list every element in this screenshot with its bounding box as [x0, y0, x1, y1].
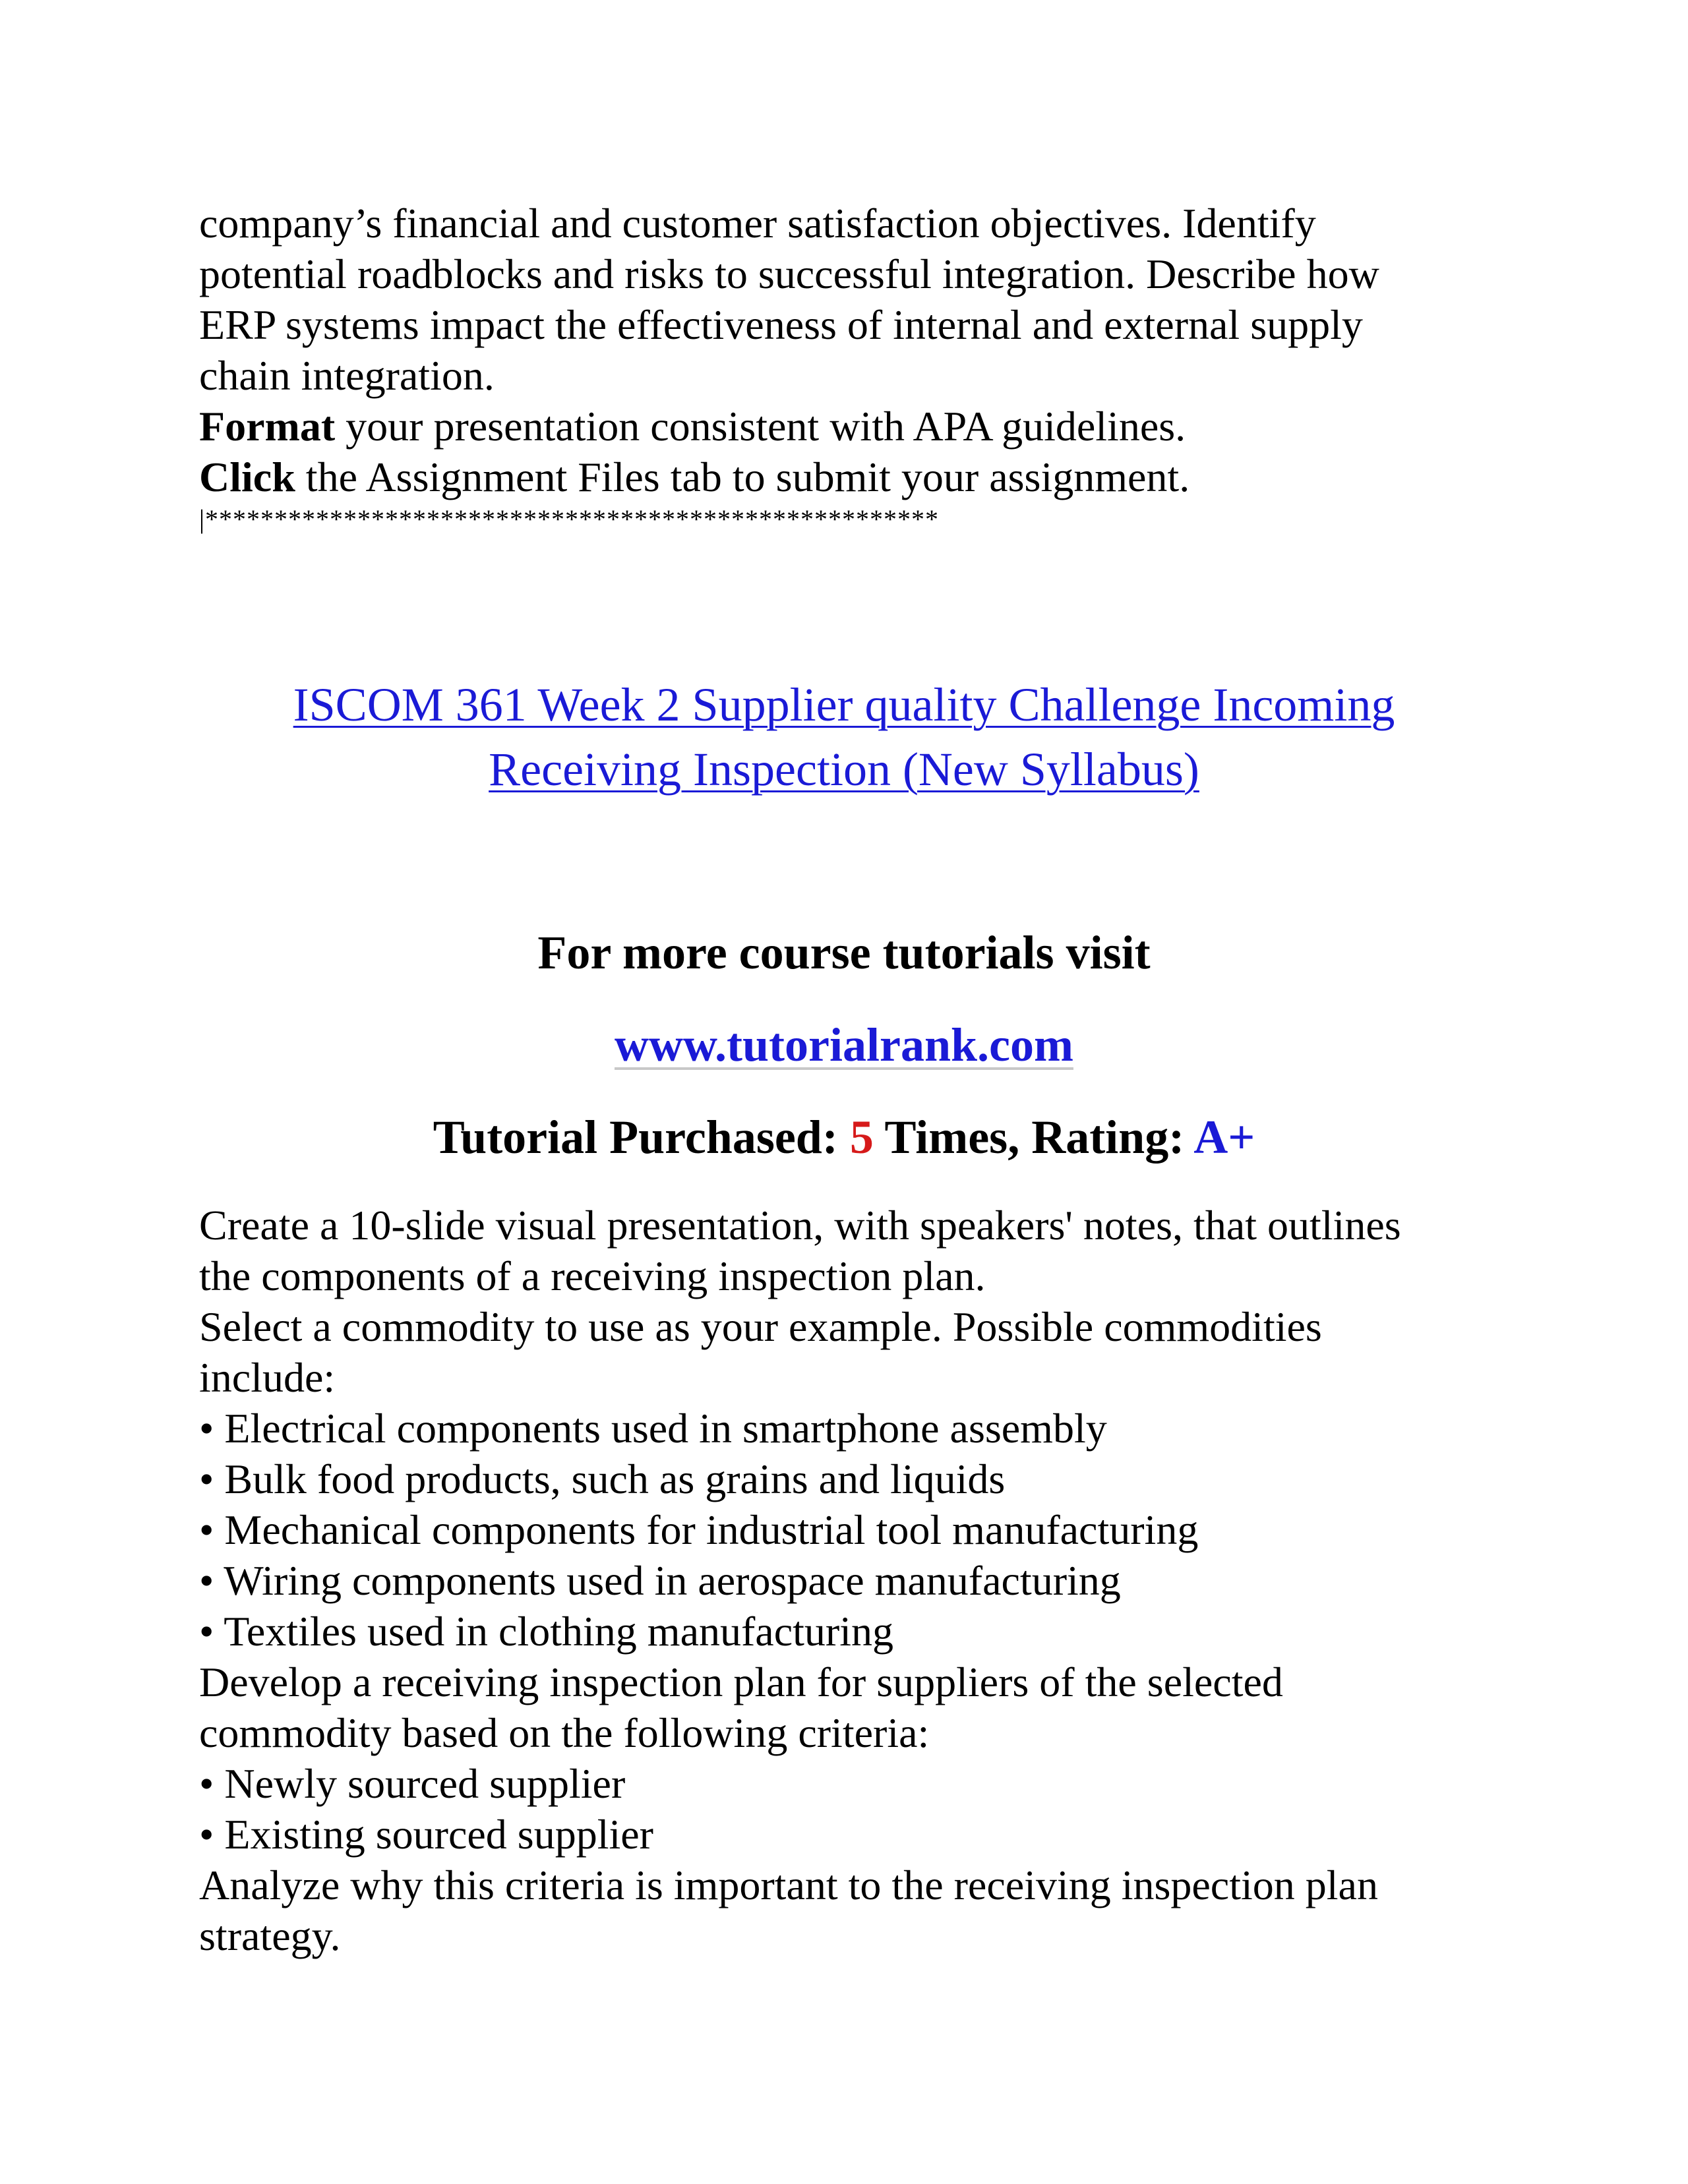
click-text: the Assignment Files tab to submit your assignment. — [295, 454, 1190, 500]
list-item — [199, 1403, 1492, 1454]
list-item-text: Bulk food products, such as grains and liquids — [224, 1456, 1006, 1502]
format-text: your presentation consistent with APA guidelines. — [335, 403, 1186, 450]
site-link[interactable]: www.tutorialrank.com — [615, 1018, 1073, 1071]
list-item-text: Textiles used in clothing manufacturing — [224, 1608, 893, 1655]
text-line: Analyze why this criteria is important to the receiving inspection plan — [199, 1862, 1378, 1908]
list-item-text: Mechanical components for industrial tool manufacturing — [224, 1506, 1199, 1553]
text-line: Create a 10-slide visual presentation, with speakers' notes, that outlines — [199, 1202, 1401, 1249]
purchased-label: Tutorial Purchased: — [433, 1111, 850, 1164]
text-line: company’s financial and customer satisfaction objectives. Identify — [199, 200, 1316, 247]
text-line: commodity based on the following criteria: — [199, 1709, 930, 1756]
bullet-icon: • — [199, 1557, 214, 1604]
purchase-info — [0, 1109, 1688, 1166]
list-item-text: Existing sourced supplier — [224, 1811, 653, 1858]
list-item-text: Wiring components used in aerospace manufacturing — [224, 1557, 1121, 1604]
text-line: chain integration. — [199, 352, 495, 399]
bullet-icon: • — [199, 1456, 214, 1502]
list-item — [199, 1555, 1492, 1606]
list-item — [199, 1454, 1492, 1504]
list-item — [199, 1809, 1492, 1860]
list-item — [199, 1504, 1492, 1555]
text-line: Develop a receiving inspection plan for suppliers of the selected — [199, 1659, 1283, 1705]
list-item — [199, 1758, 1492, 1809]
course-title-line: Receiving Inspection (New Syllabus) — [489, 743, 1199, 796]
times-label: Times, Rating: — [873, 1111, 1194, 1164]
text-line: Select a commodity to use as your example. Possible commodities — [199, 1303, 1322, 1350]
top-paragraph — [199, 198, 1492, 502]
click-instruction — [199, 452, 1492, 502]
list-item — [199, 1606, 1492, 1657]
list-item-text: Electrical components used in smartphone assembly — [224, 1405, 1107, 1452]
format-keyword: Format — [199, 403, 336, 450]
text-line: strategy. — [199, 1912, 341, 1959]
bullet-icon: • — [199, 1760, 214, 1807]
text-line: ERP systems impact the effectiveness of internal and external supply — [199, 301, 1363, 348]
bullet-icon: • — [199, 1405, 214, 1452]
purchased-count: 5 — [849, 1111, 874, 1164]
bullet-icon: • — [199, 1811, 214, 1858]
click-keyword: Click — [199, 454, 295, 500]
list-item-text: Newly sourced supplier — [224, 1760, 626, 1807]
course-title-link[interactable] — [0, 672, 1688, 802]
course-title-line: ISCOM 361 Week 2 Supplier quality Challenge Incoming — [293, 678, 1395, 731]
format-instruction — [199, 401, 1492, 452]
asterisk-separator: |***************************************************** — [199, 504, 940, 534]
assignment-body — [199, 1200, 1492, 1961]
text-line: include: — [199, 1354, 336, 1401]
text-line: potential roadblocks and risks to successful integration. Describe how — [199, 251, 1379, 297]
bullet-icon: • — [199, 1506, 214, 1553]
promo-heading: For more course tutorials visit — [537, 926, 1151, 979]
text-line: the components of a receiving inspection plan. — [199, 1253, 986, 1299]
rating-value: A+ — [1193, 1111, 1255, 1164]
bullet-icon: • — [199, 1608, 214, 1655]
